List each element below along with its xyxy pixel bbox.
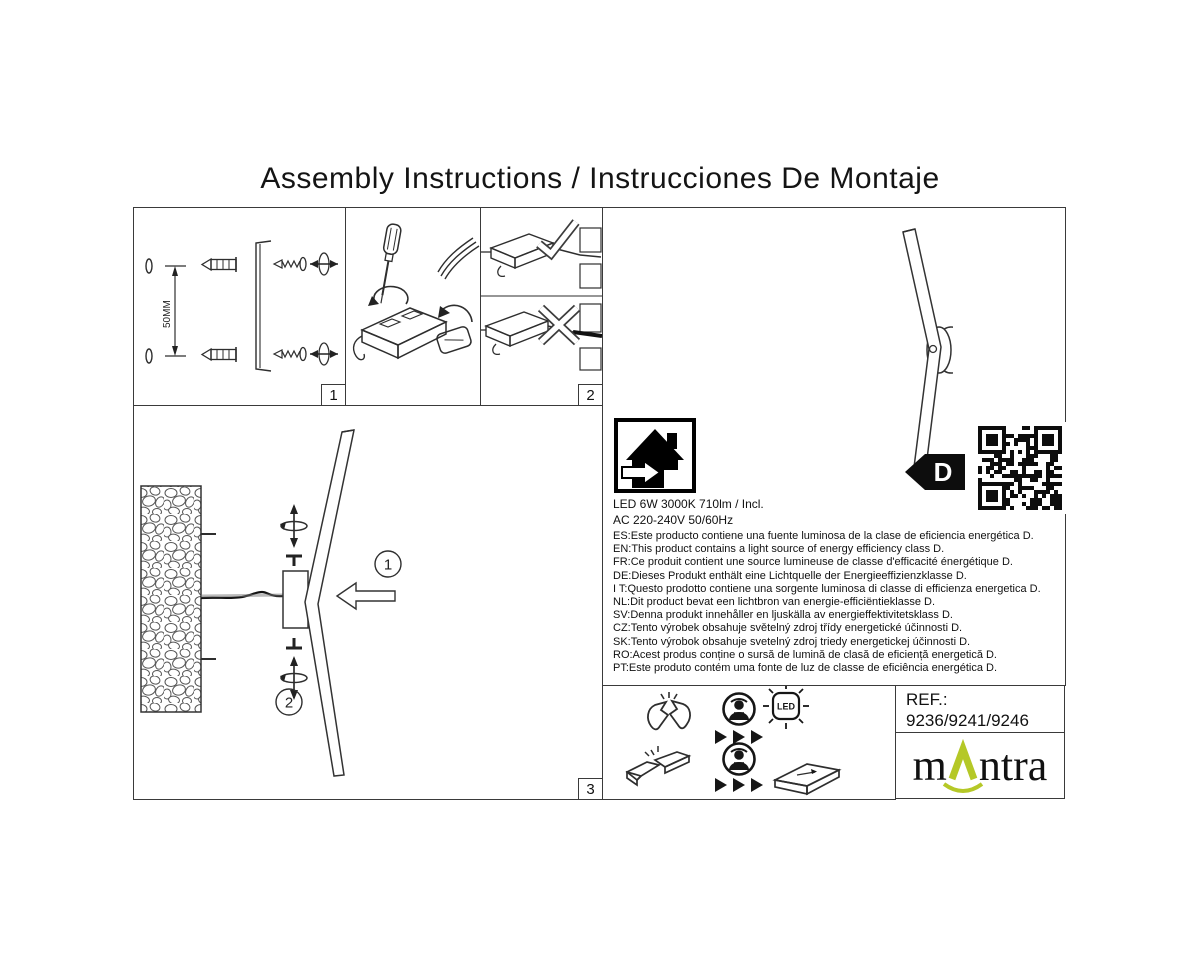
driver-icon bbox=[775, 764, 839, 794]
lang-sk: SK:Tento výrobok obsahuje svetelný zdroj triedy energetickej účinnosti D. bbox=[613, 635, 971, 648]
wall-block bbox=[580, 304, 601, 332]
panel-wiring bbox=[345, 207, 481, 406]
svg-text:2: 2 bbox=[284, 694, 294, 712]
wall-section bbox=[141, 486, 201, 712]
lang-de: DE:Dieses Produkt enthält eine Lichtquelle der Energieeffizienzklasse D. bbox=[613, 569, 967, 582]
indoor-use-icon bbox=[614, 418, 696, 493]
mounting-bracket bbox=[256, 241, 271, 371]
lang-pt: PT:Este produto contém uma fonte de luz de classe de eficiência energética D. bbox=[613, 662, 997, 675]
panel-step1 bbox=[133, 207, 346, 406]
hole-bottom bbox=[146, 349, 152, 363]
mains-wires bbox=[438, 238, 479, 279]
screw-top bbox=[274, 258, 306, 271]
svg-text:50MM: 50MM bbox=[162, 300, 173, 328]
pinched-cable bbox=[573, 332, 602, 336]
mounting-block bbox=[283, 571, 308, 628]
lang-it: I T:Questo prodotto contiene una sorgente luminosa di classe di efficienza energetica D. bbox=[613, 582, 1041, 595]
step-number-3: 3 bbox=[578, 778, 603, 800]
lang-ro: RO:Acest produs conține o sursă de lumină de clasă de eficiență energetică D. bbox=[613, 648, 997, 661]
mantra-logo bbox=[912, 740, 1048, 790]
lang-sv: SV:Denna produkt innehåller en ljuskälla av energieffektivitetsklass D. bbox=[613, 609, 953, 622]
svg-text:LED: LED bbox=[777, 701, 795, 712]
dimension-50mm bbox=[162, 266, 186, 356]
callout-2 bbox=[276, 689, 302, 715]
ref-value: 9236/9241/9246 bbox=[906, 711, 1029, 730]
spec-power-line: AC 220-240V 50/60Hz bbox=[613, 513, 734, 527]
ref-box bbox=[895, 685, 1065, 733]
wall-block bbox=[580, 348, 601, 370]
screw-bottom bbox=[274, 348, 306, 361]
energy-class-arrow bbox=[904, 453, 966, 491]
wrong-routing bbox=[481, 304, 602, 370]
technician-icon bbox=[724, 744, 755, 775]
arrows-row2 bbox=[715, 778, 763, 792]
wall-plug-bottom bbox=[202, 347, 236, 362]
connector-box bbox=[354, 308, 446, 360]
step-number-1: 1 bbox=[321, 384, 346, 406]
wall-plug-top bbox=[202, 257, 236, 272]
svg-text:1: 1 bbox=[383, 556, 393, 574]
spec-led-line: LED 6W 3000K 710lm / Incl. bbox=[613, 497, 764, 511]
screw-symbol-top bbox=[280, 504, 307, 566]
logo-text-post: ntra bbox=[978, 740, 1048, 790]
rotate-icon-top bbox=[310, 253, 338, 275]
arrows-row1 bbox=[715, 730, 763, 744]
logo-text-pre: m bbox=[912, 740, 947, 790]
svg-text:D: D bbox=[933, 457, 953, 487]
push-arrow bbox=[337, 583, 395, 609]
led-lightsource-icon bbox=[763, 686, 809, 729]
panel-step3 bbox=[133, 405, 603, 800]
rotate-arrow bbox=[368, 287, 408, 306]
check-icon bbox=[539, 222, 576, 254]
lang-fr: FR:Ce produit contient une source lumineuse de classe d'efficacité énergétique D. bbox=[613, 556, 1013, 569]
panel-step2 bbox=[480, 207, 603, 406]
connector-cover bbox=[436, 305, 473, 354]
service-icons-drawing bbox=[603, 686, 895, 799]
page-title: Assembly Instructions / Instrucciones De Montaje bbox=[260, 162, 940, 195]
energy-language-list bbox=[613, 530, 1073, 675]
cross-icon bbox=[541, 308, 577, 342]
broken-driver-icon bbox=[627, 746, 689, 785]
wall-block bbox=[580, 228, 601, 252]
drill-template-drawing bbox=[134, 208, 345, 405]
screwdriver-icon bbox=[374, 223, 402, 304]
lang-cz: CZ:Tento výrobek obsahuje světelný zdroj třídy energetické účinnosti D. bbox=[613, 622, 963, 635]
rotate-icon-bottom bbox=[310, 343, 338, 365]
logo-caret-icon bbox=[948, 746, 978, 780]
lang-nl: NL:Dit product bevat een lichtbron van energie-efficiëntieklasse D. bbox=[613, 596, 936, 609]
step-number-2: 2 bbox=[578, 384, 603, 406]
brand-box bbox=[895, 732, 1065, 799]
lang-en: EN:This product contains a light source of energy efficiency class D. bbox=[613, 543, 945, 556]
wall-block bbox=[580, 264, 601, 288]
lang-es: ES:Este producto contiene una fuente luminosa de la clase de eficiencia energética D. bbox=[613, 530, 1034, 542]
technician-icon bbox=[724, 694, 755, 725]
wiring-drawing bbox=[346, 208, 480, 405]
broken-led-icon bbox=[648, 692, 690, 729]
installation-drawing bbox=[134, 406, 602, 799]
product-specs bbox=[613, 496, 1073, 528]
correct-routing bbox=[481, 222, 601, 288]
hole-top bbox=[146, 259, 152, 273]
callout-1 bbox=[375, 551, 401, 577]
cable-routing-drawing bbox=[481, 208, 602, 405]
panel-service-icons bbox=[602, 685, 896, 800]
ref-label: REF.: bbox=[906, 690, 948, 709]
